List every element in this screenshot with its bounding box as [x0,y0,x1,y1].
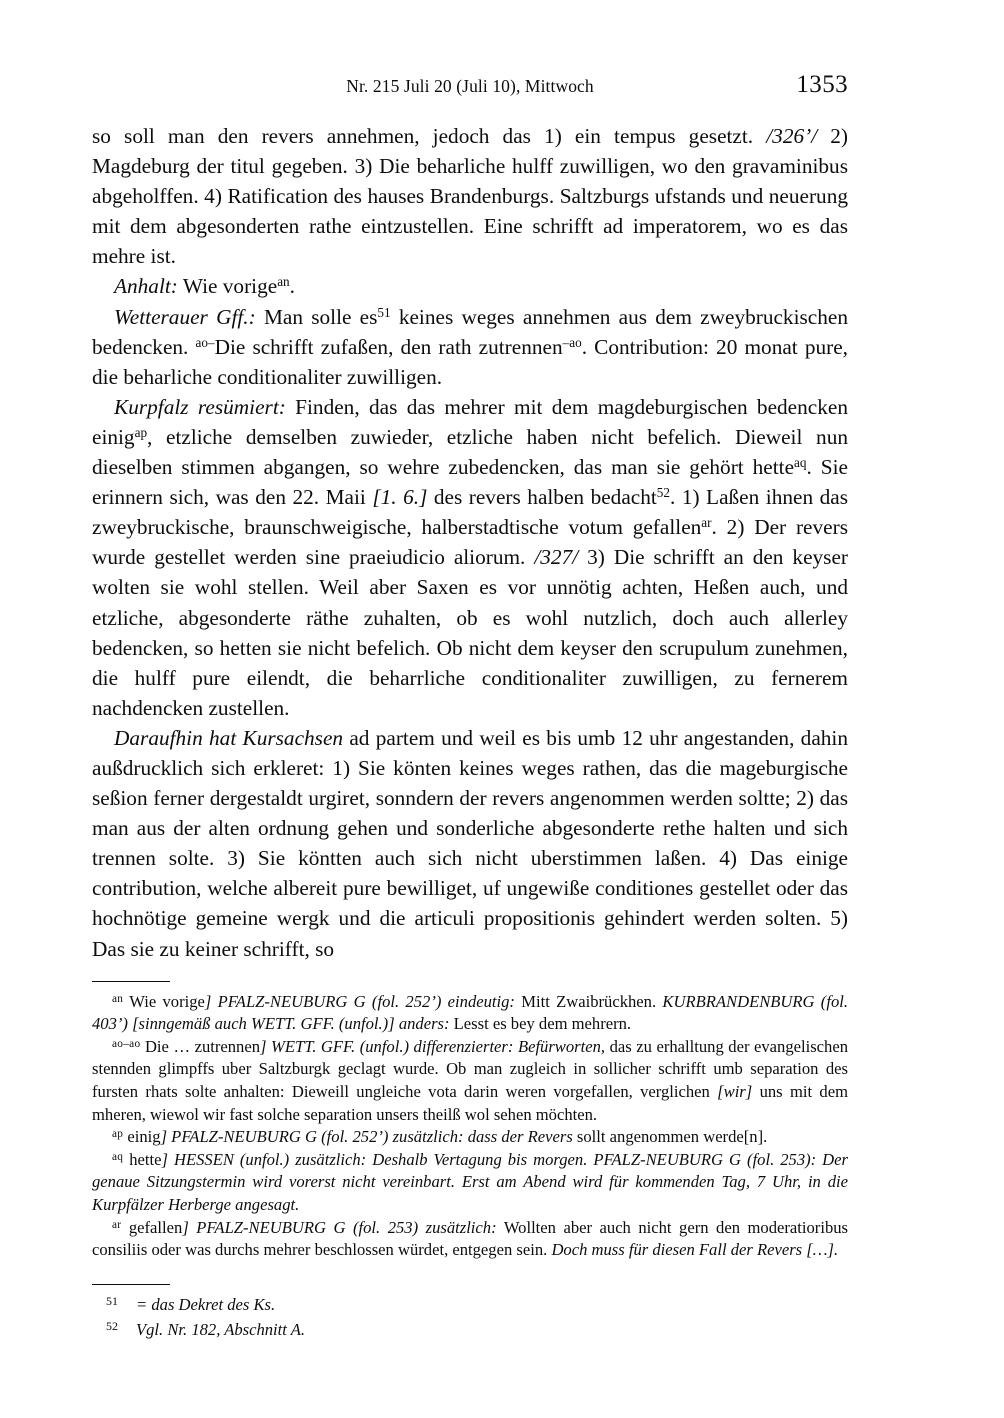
text-run: Die … zutrennen [140,1036,261,1056]
footnote-number: 51 [106,1293,118,1308]
text-run: keines weges annehmen aus dem zweybruckischen bedencken. [92,304,848,359]
text-run: hette [123,1149,162,1169]
text-run: Mitt Zwaibrückhen. [514,991,663,1011]
apparatus-siglum: ao–ao [112,1037,141,1050]
italic-run: ] [182,1217,189,1237]
running-head-title: Nr. 215 Juli 20 (Juli 10), Mittwoch [346,76,594,96]
text-run: Wollten aber auch nicht gern den moderatioribus consiliis oder was durchs mehrer beschlossen würdet, entgegen sein. [92,1217,848,1260]
apparatus-siglum: an [112,992,124,1005]
italic-run: [wir] [717,1082,753,1101]
italic-run: KURBRANDENBURG (fol. 403’) [sinngemäß auch WETT. GFF. (unfol.)] anders: [92,991,849,1034]
italic-run: ] [160,1127,168,1147]
text-run: 3) Die schrifft an den keyser wolten sie wohl stellen. Weil aber Saxen es vor unnötig achten, Heßen auch, und etzliche, abgesonderte räthe zuhalten, ob es wohl nutzlich, doch auch allerley bedencken, so hetten sie nicht befelich. Ob nicht dem keyser den scrupulum zunehmen, die hulff pure eilendt, die beharrliche conditionaliter zuwilligen, zu fernerem nachdencken zustellen. [92,545,849,720]
page-content [92,71,849,1344]
text-run: Wie vorige [177,274,278,299]
footnote-52 [92,1318,848,1344]
para-kurpfalz [92,392,848,723]
italic-run: /327/ [534,545,579,570]
italic-run: /326’/ [766,124,818,148]
note-aq [92,1149,848,1217]
italic-run: Doch muss für diesen Fall der Revers […]. [551,1240,839,1260]
note-ar [92,1217,848,1262]
text-run: so soll man den revers annehmen, jedoch das 1) ein tempus gesetzt. [92,124,767,148]
note-reference-marker: ar [701,515,712,531]
italic-run: Wetterauer Gff.: [114,304,256,329]
text-run: 2) Magdeburg der titul gegeben. 3) Die beharliche hulff zuwilligen, wo den gravaminibus abgeholffen. 4) Ratification des hauses Brandenburgs. Saltzburgs ufstands und neuerung mit dem abgesonderten rathe eintzustellen. Eine schrifft ad imperatorem, wo es das mehre ist. [92,124,848,269]
footnote-text: Vgl. Nr. 182, Abschnitt A. [136,1320,306,1340]
footnote-number: 52 [106,1319,118,1334]
italic-run: PFALZ-NEUBURG G (fol. 252’) zusätzlich: dass der Revers [167,1127,573,1147]
apparatus-separator-rule [92,981,170,982]
note-reference-marker: 52 [656,485,670,501]
text-run: sollt angenommen werde[n]. [572,1127,768,1147]
text-run: . Contribution: 20 monat pure, die beharliche conditionaliter zuwilligen. [92,334,849,389]
text-run: . Sie erinnern sich, was den 22. Maii [92,455,848,510]
apparatus-siglum: aq [112,1150,124,1163]
text-run: Finden, das das mehrer mit dem magdeburgischen bedencken einig [92,394,848,449]
critical-apparatus [92,991,848,1262]
text-run: . [289,274,295,299]
para-continuation [92,121,848,271]
note-ap [92,1126,848,1149]
apparatus-siglum: ap [112,1128,124,1141]
apparatus-siglum: ar [112,1218,122,1231]
text-run: Die schrifft zufaßen, den rath zutrennen [214,334,563,359]
page-number: 1353 [796,71,848,98]
text-run: ad partem und weil es bis umb 12 uhr angestanden, dahin außdrucklich sich erkleret: 1) Sie könten keines weges rathen, das die mageburgische seßion ferner dergestaldt urgiret, sonndern der revers angenommen werden soltte; 2) das man aus der alten ordnung gehen und sonderliche abgesonderte rethe halten und sich trennen solte. 3) Sie köntten auch sich nicht uberstimmen laßen. 4) Das einige contribution, welche albereit pure bewilliget, uf ungewiße conditiones gestellet oder das hochnötige gemeine wergk und die articuli propositionis gehindert werden solten. 5) Das sie zu keiner schrifft, so [92,725,848,961]
text-run: einig [123,1127,161,1147]
note-reference-marker: an [277,274,290,290]
note-ao [92,1036,848,1126]
note-an [92,991,848,1036]
text-run: gefallen [121,1217,183,1237]
body-text [92,121,848,964]
para-wetterauer [92,302,848,392]
text-run: . 1) Laßen ihnen das zweybruckische, braunschweigische, halberstadtische votum gefallen [92,485,848,540]
running-head [92,71,848,110]
italic-run: WETT. GFF. (unfol.) differenzierter: Befürworten, [266,1036,606,1056]
text-run: des revers halben bedacht [427,485,657,510]
note-reference-marker: aq [794,455,807,471]
note-reference-marker: ap [134,425,148,441]
footnote-51 [92,1293,848,1319]
text-run: Wie vorige [123,991,205,1011]
para-anhalt [92,271,848,301]
note-reference-marker: ao– [195,334,215,350]
italic-run: PFALZ-NEUBURG G (fol. 253) zusätzlich: [188,1217,497,1237]
italic-run: Anhalt: [114,274,178,299]
italic-run: Kurpfalz resümiert: [114,394,286,419]
italic-run: ] [161,1149,168,1169]
italic-run: Daraufhin hat Kursachsen [114,725,344,750]
italic-run: HESSEN (unfol.) zusätzlich: Deshalb Vertagung bis morgen. PFALZ-NEUBURG G (fol. 253): Der genaue Sitzungstermin wird vorerst nicht vereinbart. Erst am Abend wird für kommenden Tag, 7 Uhr, in die Kurpfälzer Herberge angesagt. [92,1149,848,1214]
footnote-separator-rule [92,1284,170,1285]
italic-run: PFALZ-NEUBURG G (fol. 252’) eindeutig: [211,991,515,1011]
text-run: Man solle es [255,304,378,329]
text-run: . 2) Der revers wurde gestellet werden sine praeiudicio aliorum. [92,515,848,570]
note-reference-marker: 51 [377,304,391,320]
text-run: uns mit dem mheren, wiewol wir fast solche separation unsers theilß wol sehen möchten. [92,1082,848,1124]
italic-run: [1. 6.] [372,485,428,510]
text-run: das zu erhalltung der evangelischen stennden glimpffs uber Saltzburgk geclagt wurde. Ob man zugleich in sollicher schrifft umb separation des fursten rhats solte anhalten: Dieweill ungleiche vota darin weren vorgefallen, verglichen [92,1036,849,1101]
italic-run: ] [204,991,212,1011]
para-daraufhin [92,723,848,964]
text-run: Lesst es bey dem mehrern. [449,1014,632,1034]
text-run: , etzliche demselben zuwieder, etzliche haben nicht befelich. Dieweil nun dieselben stimmen abgangen, so wehre zubedencken, das man sie gehört hette [92,424,848,480]
italic-run: ] [260,1036,267,1056]
footnote-text: = das Dekret des Ks. [136,1294,276,1314]
footnote-list [92,1293,848,1344]
note-reference-marker: –ao [562,334,582,350]
